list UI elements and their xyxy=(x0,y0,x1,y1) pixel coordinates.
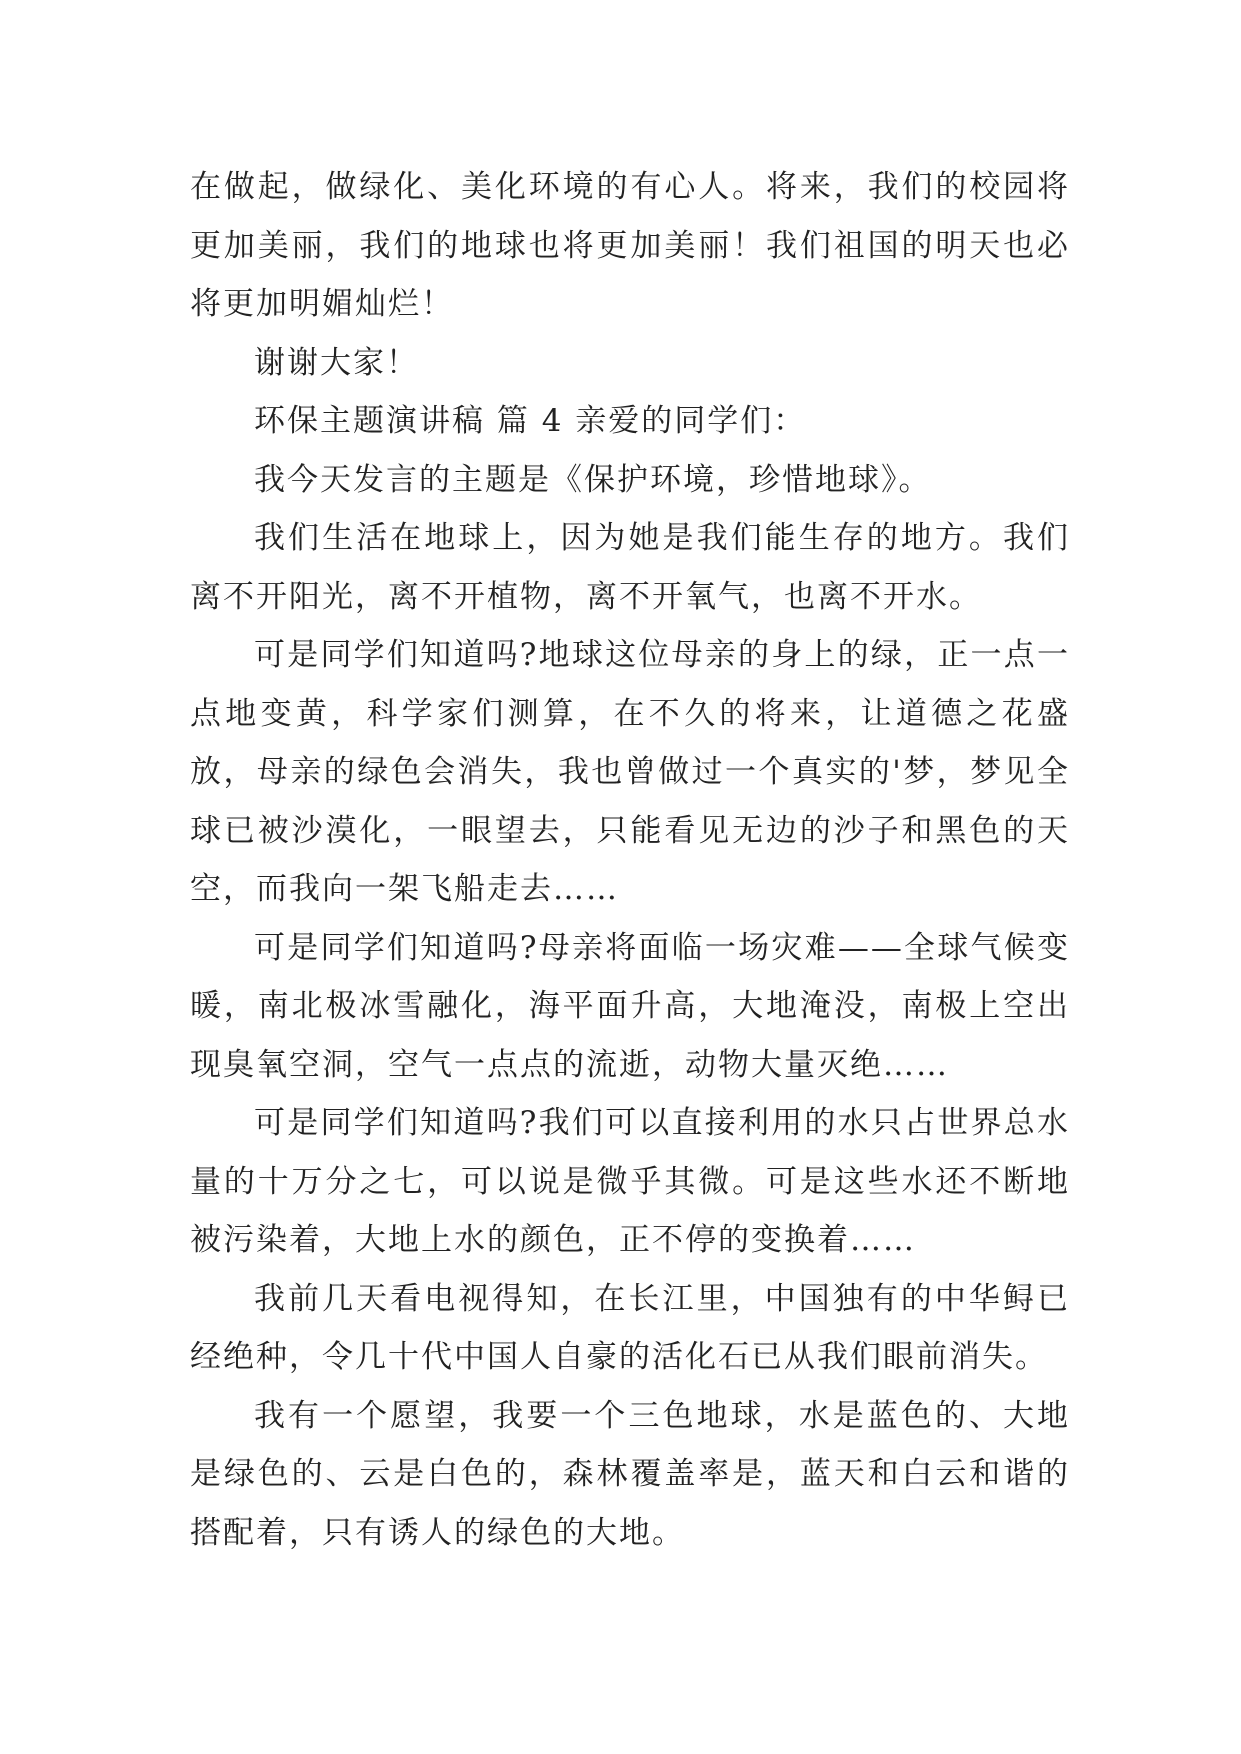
document-body xyxy=(190,158,1070,1562)
paragraph: 我有一个愿望，我要一个三色地球，水是蓝色的、大地是绿色的、云是白色的，森林覆盖率是，蓝天和白云和谐的搭配着，只有诱人的绿色的大地。 xyxy=(190,1397,1070,1551)
paragraph: 我前几天看电视得知，在长江里，中国独有的中华鲟已经绝种，令几十代中国人自豪的活化石已从我们眼前消失。 xyxy=(190,1280,1070,1375)
paragraph: 可是同学们知道吗?地球这位母亲的身上的绿，正一点一点地变黄，科学家们测算，在不久的将来，让道德之花盛放，母亲的绿色会消失，我也曾做过一个真实的'梦，梦见全球已被沙漠化，一眼望去，只能看见无边的沙子和黑色的天空，而我向一架飞船走去…… xyxy=(190,637,1070,907)
paragraph: 可是同学们知道吗?我们可以直接利用的水只占世界总水量的十万分之七，可以说是微乎其微。可是这些水还不断地被污染着，大地上水的颜色，正不停的变换着…… xyxy=(190,1105,1070,1258)
paragraph: 我们生活在地球上，因为她是我们能生存的地方。我们离不开阳光，离不开植物，离不开氧气，也离不开水。 xyxy=(190,520,1070,615)
paragraph: 环保主题演讲稿 篇 4 亲爱的同学们： xyxy=(254,403,807,439)
paragraph: 谢谢大家！ xyxy=(254,344,419,381)
paragraph: 我今天发言的主题是《保护环境，珍惜地球》。 xyxy=(254,461,932,498)
paragraph: 在做起，做绿化、美化环境的有心人。将来，我们的校园将更加美丽，我们的地球也将更加美丽！我们祖国的明天也必将更加明媚灿烂！ xyxy=(190,169,1070,322)
paragraph: 可是同学们知道吗?母亲将面临一场灾难——全球气候变暖，南北极冰雪融化，海平面升高，大地淹没，南极上空出现臭氧空洞，空气一点点的流逝，动物大量灭绝…… xyxy=(190,929,1070,1083)
